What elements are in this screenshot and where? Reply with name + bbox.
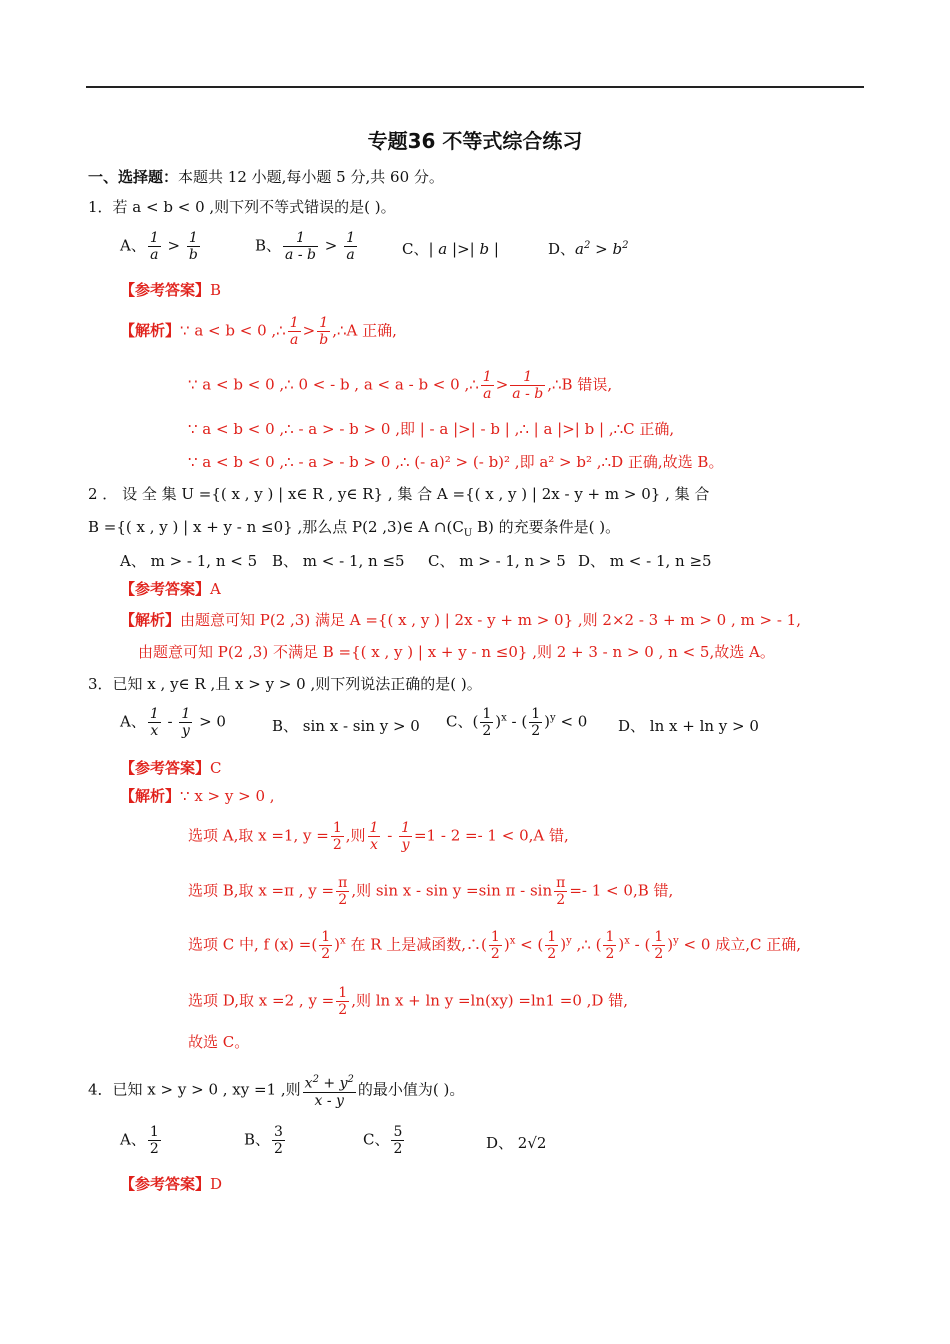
section-heading [88,166,444,188]
q3-stem: 3．已知 x , y∈ R ,且 x > y > 0 ,则下列说法正确的是( )。 [88,675,482,693]
q3-option-b: B、 sin x - sin y > 0 [272,717,420,735]
q1-stem: 1．若 a < b < 0 ,则下列不等式错误的是( )。 [88,198,396,216]
section-desc: 本题共 12 小题,每小题 5 分,共 60 分。 [178,168,444,186]
q1-option-a: A、 $\frac{1}{a}$ > $\frac{1}{b}$ [120,230,198,263]
q2-stem-line2: B ={( x , y ) | x + y - n ≤0} ,那么点 P(2 ,3)∈ A $\cap(C_U$ B) 的充要条件是( )。 [88,518,621,539]
q2-option-d: D、 m < - 1, n ≥5 [578,552,712,570]
header-rule [86,86,864,88]
q3-answer: 【参考答案】C [120,759,222,777]
q1-analysis-4: ∵ a < b < 0 ,∴ - a > - b > 0 ,∴ (- a)² > (- b)² ,即 a² > b² ,∴D 正确,故选 B。 [188,453,724,471]
q1-option-d: D、$a^2 > b^2$ [548,240,629,258]
q4-option-a: A、 $\frac{1}{2}$ [120,1124,159,1157]
q4-stem: 4．已知 x > y > 0 , xy =1 ,则 $\frac{x^2 + y^2}{x - y}$ 的最小值为( )。 [88,1074,465,1109]
q3-option-d: D、 ln x + ln y > 0 [618,717,759,735]
q3-option-c: C、( $\frac{1}{2}$ )$^x$ - ( $\frac{1}{2}$ )$^y$ < 0 [446,706,588,739]
q1-analysis-3: ∵ a < b < 0 ,∴ - a > - b > 0 ,即 | - a |>| - b | ,∴ | a |>| b | ,∴C 正确, [188,420,675,438]
page-title: 专题36 不等式综合练习 [367,129,583,153]
q2-analysis-1: 【解析】由题意可知 P(2 ,3) 满足 A ={( x , y ) | 2x - y + m > 0} ,则 2×2 - 3 + m > 0 , m > - 1, [120,611,801,629]
q3-analysis-3: 选项 C 中, f (x) =( $\frac{1}{2}$ )$^x$ 在 R 上是减函数,∴( $\frac{1}{2}$ )$^x$ < ( $\frac{1}{2}$ )$^y$ ,∴ ( $\frac{1}{2}$ )$^x$ - ( $\frac{1}{2}$ )$^y$ < 0 成立,C 正确, [188,929,801,962]
q3-analysis-0: 【解析】∵ x > y > 0 , [120,787,275,805]
q4-option-b: B、 $\frac{3}{2}$ [244,1124,283,1157]
q1-analysis-2: ∵ a < b < 0 ,∴ 0 < - b , a < a - b < 0 ,∴ $\frac{1}{a}$ > $\frac{1}{a - b}$ ,∴B 错误, [188,369,613,402]
section-label: 一、选择题： [88,168,179,186]
q1-analysis-1: 【解析】∵ a < b < 0 ,∴ $\frac{1}{a}$ > $\frac{1}{b}$ ,∴A 正确, [120,315,397,348]
q3-option-a: A、 $\frac{1}{x}$ - $\frac{1}{y}$ > 0 [120,706,226,739]
q2-analysis-2: 由题意可知 P(2 ,3) 不满足 B ={( x , y ) | x + y - n ≤0} ,则 2 + 3 - n > 0 , n < 5,故选 A。 [138,643,775,661]
q3-analysis-4: 选项 D,取 x =2 , y = $\frac{1}{2}$ ,则 ln x + ln y =ln(xy) =ln1 =0 ,D 错, [188,985,628,1018]
q3-analysis-1: 选项 A,取 x =1, y = $\frac{1}{2}$ ,则 $\frac{1}{x}$ - $\frac{1}{y}$ =1 - 2 =- 1 < 0,A 错, [188,820,569,853]
q2-option-c: C、 m > - 1, n > 5 [428,552,566,570]
q4-option-c: C、 $\frac{5}{2}$ [363,1124,403,1157]
q4-option-d: D、 2√2 [486,1134,547,1152]
q1-option-b: B、 $\frac{1}{a - b}$ > $\frac{1}{a}$ [255,230,356,263]
q2-stem-line1: 2 ． 设 全 集 U ={( x , y ) | x∈ R , y∈ R} , 集 合 A ={( x , y ) | 2x - y + m > 0} , 集 合 [88,485,710,503]
q3-analysis-2: 选项 B,取 x =π , y = $\frac{\pi}{2}$ ,则 sin x - sin y =sin π - sin $\frac{\pi}{2}$ =- 1 < 0,B 错, [188,875,674,908]
q2-answer: 【参考答案】A [120,580,221,598]
q3-analysis-5: 故选 C。 [188,1033,250,1051]
q4-answer: 【参考答案】D [120,1175,223,1193]
q2-option-b: B、 m < - 1, n ≤5 [272,552,405,570]
q2-option-a: A、 m > - 1, n < 5 [120,552,258,570]
q1-answer: 【参考答案】B [120,281,222,299]
q1-option-c: C、| a |>| b | [402,240,499,258]
